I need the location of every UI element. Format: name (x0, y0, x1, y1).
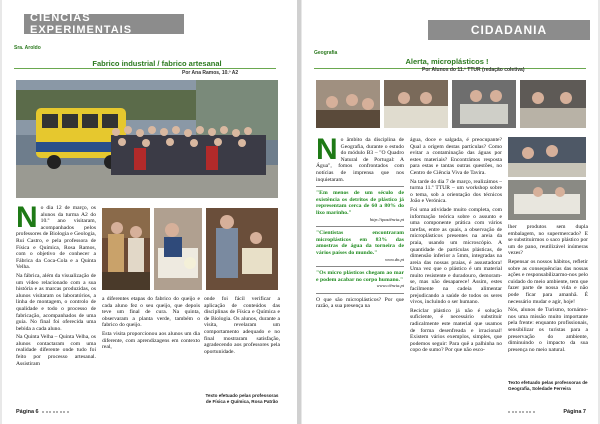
quote-divider (316, 186, 404, 187)
quote-1-source: http://tpasiência.pt (369, 216, 404, 222)
workshop-photo-1 (316, 80, 380, 128)
left-paragraph: Esta visita proporcionou aos alunos um dia diferente, com aprendizagens em contexto real, (102, 330, 200, 351)
quote-2-text: "Cientistas encontraram microplásticos em 83% das amostras de água da torneira de vários países do mundo." (316, 230, 404, 256)
left-paragraph: Na Quinta Velha – Quinta Velha, os alunos contactaram com uma realidade diferente onde tudo foi feito por processo artesanal. Assistiram (16, 334, 96, 367)
quote-divider (316, 293, 404, 294)
left-page-number: Página 6 (16, 409, 39, 415)
right-paragraph: Foi uma atividade muito completa, com informação teórica sobre o assunto e uma componente prática com vários tarefas, entre as quais, a observação de microplásticos presentes na areia da praia, usando um microscópio. A quantidade de partículas plásticas, de dimensão inferior a 5mm, integradas na areia das nossas praias, é assustadora! Uma vez que o plástico é um material muito resistente e duradouro, demoram-se, mas não desaparece! Assim, estes facilmente na cadeia alimentar prejudicando a saúde de todos os seres vivos, incluindo o ser humano. (410, 206, 502, 306)
right-intro: o âmbito da disciplina de Geografia, durante o estudo do módulo B3 – "O Quadro Natural de Portugal: A Água", fomos confrontados com notícias de imprensa que nos inquietaram. (316, 137, 404, 183)
left-section-header: CIÊNCIAS EXPERIMENTAIS (24, 14, 184, 34)
group-photo (16, 80, 278, 198)
quote-3 (316, 270, 404, 290)
left-paragraph: o dia 12 de março, os alunos da turma A2 do 10.º ano visitaram, acompanhados pelos professores de Biologia e Geologia, Rui Castro, e pela professora de Física e Química, Rosa Ramos, com o objetivo de conhecer a Fábrica da Coca-Cola e a Quinta Velha. (16, 205, 96, 271)
right-page-number: Página 7 (563, 409, 586, 415)
left-section-label: Sra. Aroldo (14, 45, 41, 51)
left-drop-cap: N (16, 205, 38, 234)
page-divider-left (297, 0, 301, 424)
right-article-title: Alerta, microplásticos ! (405, 57, 489, 66)
workshop-photo-4 (520, 80, 586, 128)
cheese-making-photo-1 (102, 208, 150, 290)
right-dot-row (508, 411, 535, 413)
right-paragraph: água, doce e salgada, é preocupante? Qual a origem destas partículas? Como evitar a contaminação das águas por estes materiais? Encontrámos resposta para estas e tantas outras questões, no Centro de Ciência Viva de Tavira. (410, 137, 502, 176)
right-question: O que são microplásticos? Por que razão, a sua presença na (316, 296, 404, 310)
quote-2-source: www.dn.pt (385, 256, 404, 262)
right-page (302, 0, 598, 424)
left-column-3 (204, 296, 280, 392)
right-byline: Por Alunos do 11.º TTUR (redação coletiva) (422, 67, 525, 73)
left-byline: Por Ana Ramos, 10.º A2 (182, 70, 239, 76)
right-paragraph: lher produtos sem dupla embalagem, no supermercado? E se substituirmos o saco plástico por um de pano, reutilizável inúmeras vezes? (508, 224, 588, 257)
left-column-2 (102, 296, 200, 406)
cheese-making-photo-2 (154, 208, 202, 290)
right-column-1 (316, 137, 404, 419)
cheese-making-photo-3 (206, 208, 278, 290)
left-paragraph: onde foi fácil verificar a aplicação de conteúdos das disciplinas de Física e Química e de Biologia. Os alunos, durante a visita, revelaram um comportamento adequado e no final mostraram satisfação, agradecendo aos professores pela oportunidade. (204, 296, 280, 355)
right-paragraph: Na tarde do dia 7 de março, realizámos – turma 11.º TTUR – um workshop sobre o tema, sob a orientação dos técnicos João e Verónica. (410, 178, 502, 205)
microscope-photo-1 (508, 137, 586, 177)
quote-2 (316, 230, 404, 263)
right-paragraph: Reciclar plástico já não é solução suficiente, é necessário substituir radicalmente este material que usamos de forma desenfreada e irracional! Existem vários exemplos, simples, que podemos seguir: Para quê a palhinha no copo de sumo? Por que não esco- (410, 307, 502, 354)
quote-3-source: www.ciência.pt (376, 283, 404, 289)
quote-3-text: "Os micro plásticos chegam ao mar e podem acabar no corpo humano." (316, 270, 404, 283)
left-dot-row (42, 411, 69, 413)
left-column-1 (16, 205, 96, 400)
left-article-title: Fabrico industrial / fabrico artesanal (92, 59, 222, 68)
right-paragraph: Nós, alunos de Turismo, tornámo-nos uma missão muito importante pela frente: enquanto profissionais, sensibilizar os turistas para a preservação do ambiente, diminuindo o impacto da sua presença no meio natural. (508, 307, 588, 353)
right-drop-cap: N (316, 137, 338, 166)
workshop-photo-3 (452, 80, 516, 128)
quote-1 (316, 190, 404, 223)
workshop-photo-2 (384, 80, 448, 128)
right-paragraph: Repensar os nossos hábitos, refletir sobre as consequências das nossas ações e responsabilizarmo-nos pelo cuidado do meio ambiente, tem que fazer parte de nossa vida e não pode ficar para amanhã. É necessário mudar e agir, hoje! (508, 258, 588, 305)
right-section-header: CIDADANIA (428, 20, 590, 40)
right-column-2 (410, 137, 502, 419)
right-column-3 (508, 224, 588, 384)
left-credit: Texto efetuado pelas professoras de Física e Química, Rosa Patrão (205, 393, 279, 404)
right-credit: Texto efetuado pelas professoras de Geografia, Soledade Ferreira (508, 380, 588, 391)
left-paragraph: Na fábrica, além da visualização de um vídeo relacionado com a sua história e as marcas produzidas, os alunos visitaram os laboratórios, a linha de montagem, o controlo de qualidade e todo o processo de fabricação, acompanhados de uma guia. No final foi oferecida uma bebida a cada aluno. (16, 272, 96, 332)
left-title-rule (14, 68, 276, 69)
left-page (2, 0, 297, 424)
quote-divider (316, 226, 404, 227)
microscope-photo-2 (508, 180, 586, 220)
right-section-label: Geografia (314, 50, 338, 56)
left-paragraph: a diferentes etapas do fabrico do queijo e cada aluno fez o seu queijo, que depois teve um final de cura. Na quinta, observaram a planta verde, também o fabrico do queijo. (102, 296, 200, 329)
quote-1-text: "Em menos de um século de existência os detritos de plástico já representam cerca de 60 a 80% do lixo marinho." (316, 190, 404, 216)
quote-divider (316, 266, 404, 267)
